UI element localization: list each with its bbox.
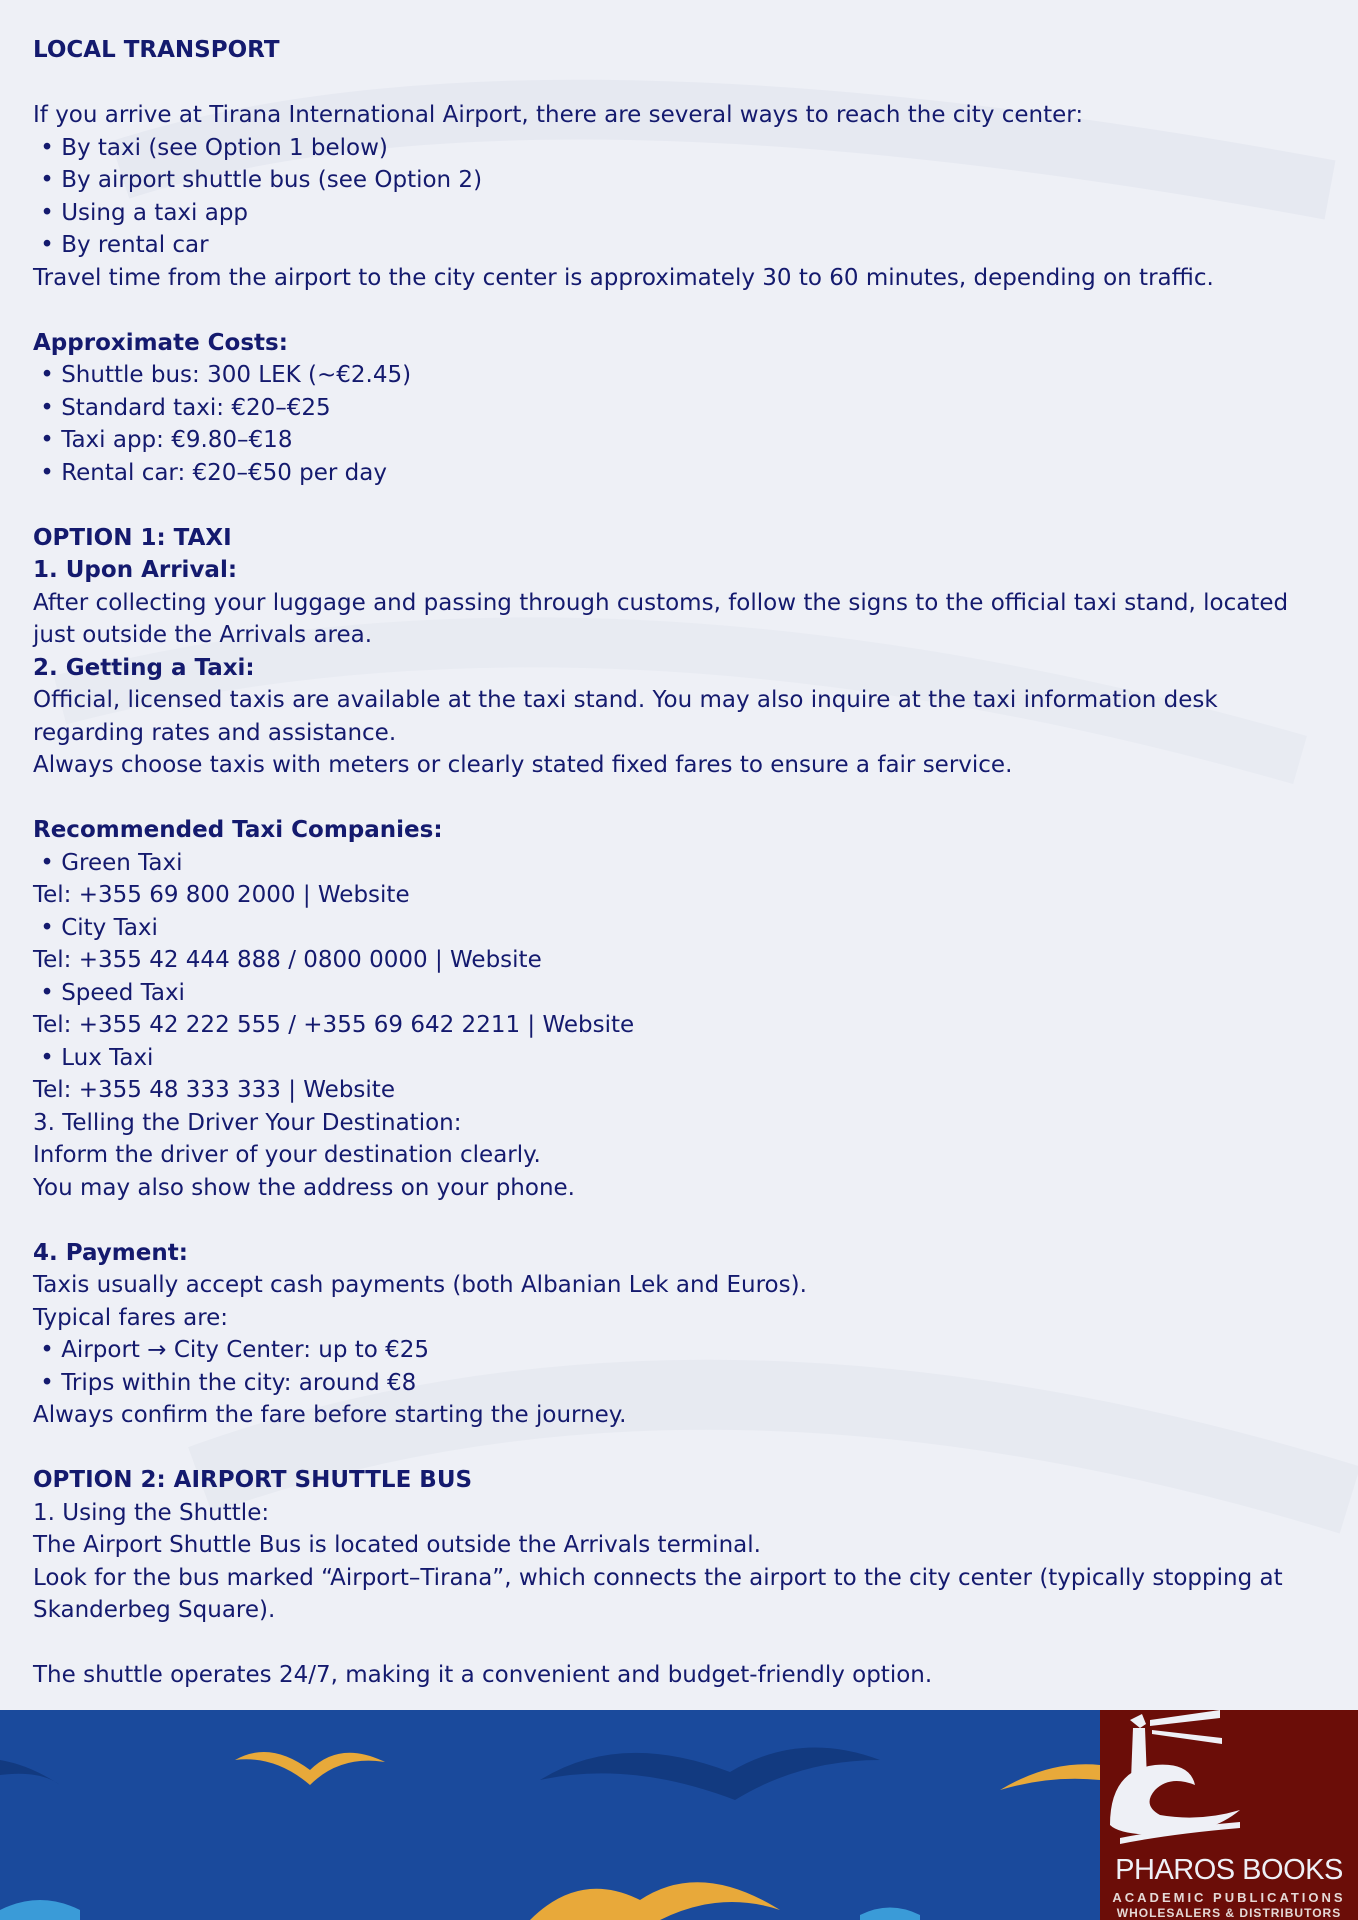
- list-item: • Using a taxi app: [33, 197, 1333, 230]
- list-item: • By taxi (see Option 1 below): [33, 132, 1333, 165]
- option2-heading: OPTION 2: AIRPORT SHUTTLE BUS: [33, 1467, 473, 1493]
- payment-heading: 4. Payment:: [33, 1239, 188, 1266]
- shuttle-text-1: 1. Using the Shuttle:: [33, 1499, 270, 1526]
- company-name: • Lux Taxi: [33, 1042, 1333, 1075]
- list-item: • Rental car: €20–€50 per day: [33, 457, 1333, 490]
- logo-subtitle-2: WHOLESALERS & DISTRIBUTORS: [1116, 1906, 1342, 1920]
- travel-time-text: Travel time from the airport to the city center is approximately 30 to 60 minutes, depending on traffic.: [33, 264, 1214, 291]
- payment-text-2: Typical fares are:: [33, 1304, 229, 1331]
- company-name: • City Taxi: [33, 912, 1333, 945]
- list-item: • Standard taxi: €20–€25: [33, 392, 1333, 425]
- list-item: • By rental car: [33, 229, 1333, 262]
- logo-subtitle: ACADEMIC PUBLICATIONS: [1112, 1890, 1346, 1905]
- page-title: LOCAL TRANSPORT: [33, 37, 280, 63]
- company-phone: Tel: +355 42 444 888 / 0800 0000 | Website: [33, 947, 542, 973]
- company-name: • Green Taxi: [33, 847, 1333, 880]
- payment-text-1: Taxis usually accept cash payments (both Albanian Lek and Euros).: [33, 1272, 807, 1298]
- shuttle-text-2: The Airport Shuttle Bus is located outside the Arrivals terminal.: [33, 1532, 761, 1558]
- telling-text-2: You may also show the address on your phone.: [33, 1174, 575, 1201]
- shuttle-text-3: Look for the bus marked “Airport–Tirana”, which connects the airport to the city center (typically stopping at Skanderbeg Square).: [33, 1564, 1283, 1623]
- company-phone: Tel: +355 48 333 333 | Website: [33, 1077, 395, 1103]
- getting-taxi-text-2: Always choose taxis with meters or clearly stated fixed fares to ensure a fair service.: [33, 752, 1013, 778]
- footer-banner: [0, 1710, 1358, 1920]
- logo-name: PHAROS BOOKS: [1115, 1854, 1343, 1886]
- costs-heading: Approximate Costs:: [33, 329, 288, 356]
- pharos-books-logo: [1100, 1710, 1358, 1920]
- arrival-heading: 1. Upon Arrival:: [33, 557, 238, 583]
- intro-text: If you arrive at Tirana International Airport, there are several ways to reach the city center:: [33, 102, 1084, 128]
- document-body: [33, 34, 1333, 1692]
- getting-taxi-heading: 2. Getting a Taxi:: [33, 654, 255, 681]
- option1-heading: OPTION 1: TAXI: [33, 524, 232, 551]
- company-phone: Tel: +355 42 222 555 / +355 69 642 2211 | Website: [33, 1012, 635, 1038]
- list-item: • By airport shuttle bus (see Option 2): [33, 164, 1333, 197]
- company-phone: Tel: +355 69 800 2000 | Website: [33, 882, 410, 908]
- telling-heading: 3. Telling the Driver Your Destination:: [33, 1109, 462, 1136]
- list-item: • Trips within the city: around €8: [33, 1367, 1333, 1400]
- telling-text-1: Inform the driver of your destination clearly.: [33, 1142, 541, 1168]
- list-item: • Shuttle bus: 300 LEK (~€2.45): [33, 359, 1333, 392]
- seagull-pattern: [0, 1710, 1100, 1920]
- company-name: • Speed Taxi: [33, 977, 1333, 1010]
- list-item: • Taxi app: €9.80–€18: [33, 424, 1333, 457]
- companies-heading: Recommended Taxi Companies:: [33, 817, 443, 843]
- shuttle-text-4: The shuttle operates 24/7, making it a convenient and budget-friendly option.: [33, 1662, 933, 1688]
- getting-taxi-text: Official, licensed taxis are available at the taxi stand. You may also inquire at the taxi information desk regarding rates and assistance.: [33, 687, 1218, 746]
- list-item: • Airport → City Center: up to €25: [33, 1334, 1333, 1367]
- payment-text-3: Always confirm the fare before starting the journey.: [33, 1402, 627, 1428]
- arrival-text: After collecting your luggage and passing through customs, follow the signs to the official taxi stand, located just outside the Arrivals area.: [33, 589, 1289, 648]
- lighthouse-icon: [1100, 1710, 1250, 1845]
